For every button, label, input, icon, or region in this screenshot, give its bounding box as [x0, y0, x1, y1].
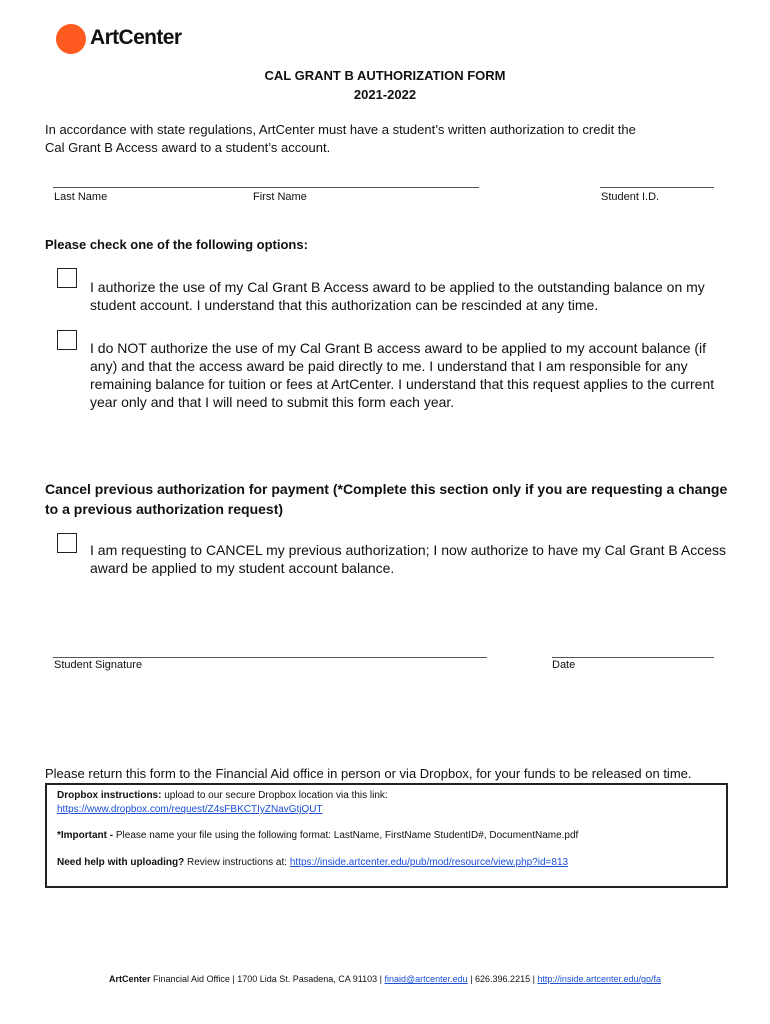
help-link[interactable]: https://inside.artcenter.edu/pub/mod/resource/view.php?id=813	[289, 857, 569, 868]
help-label: Need help with uploading?	[57, 857, 185, 868]
dropbox-text: upload to our secure Dropbox location via this link:	[161, 790, 388, 801]
signature-label: Student Signature	[54, 659, 143, 671]
form-year: 2021-2022	[353, 87, 417, 102]
important-label: *Important -	[57, 830, 114, 841]
footer-address: Financial Aid Office | 1700 Lida St. Pasadena, CA 91103 |	[150, 974, 385, 984]
dropbox-instructions	[57, 789, 388, 803]
authorize-checkbox[interactable]	[57, 268, 77, 288]
logo-icon	[56, 24, 86, 54]
important-note	[57, 829, 578, 843]
name-line[interactable]	[53, 187, 479, 188]
footer-brand: ArtCenter	[108, 974, 151, 984]
dropbox-label: Dropbox instructions:	[57, 790, 162, 801]
not-authorize-option-text: I do NOT authorize the use of my Cal Grant B access award to be applied to my account balance (if any) and that the access award be paid directly to me. I understand that I am responsible for any remaining balance for tuition or fees at ArtCenter. I understand that this request applies to the current year only and that I will need to submit this form each year.	[90, 340, 715, 410]
first-name-label: First Name	[253, 191, 307, 203]
intro-line-2: Cal Grant B Access award to a student’s account.	[45, 140, 331, 155]
student-id-line[interactable]	[600, 187, 714, 188]
date-line[interactable]	[552, 657, 714, 658]
cancel-checkbox[interactable]	[57, 533, 77, 553]
dropbox-link[interactable]: https://www.dropbox.com/request/Z4sFBKCTIyZNavGtjQUT	[57, 804, 323, 815]
student-id-label: Student I.D.	[601, 191, 660, 203]
logo-text: ArtCenter	[90, 26, 182, 49]
not-authorize-checkbox[interactable]	[57, 330, 77, 350]
cancel-heading: Cancel previous authorization for payment (*Complete this section only if you are requesting a change to a previous authorization request)	[45, 481, 728, 517]
dropbox-box	[45, 783, 728, 888]
options-heading: Please check one of the following options:	[45, 237, 308, 252]
footer-email-link[interactable]: finaid@artcenter.edu	[384, 974, 468, 984]
help-text: Review instructions at:	[184, 857, 290, 868]
help-note	[57, 856, 568, 870]
footer-url-link[interactable]: http://inside.artcenter.edu/go/fa	[537, 974, 662, 984]
return-instructions: Please return this form to the Financial Aid office in person or via Dropbox, for your funds to be released on time.	[45, 766, 692, 781]
form-title: CAL GRANT B AUTHORIZATION FORM	[264, 68, 506, 83]
important-text: Please name your file using the following format: LastName, FirstName StudentID#, DocumentName.pdf	[113, 830, 579, 841]
signature-line[interactable]	[53, 657, 487, 658]
footer	[0, 974, 770, 984]
authorize-option-text: I authorize the use of my Cal Grant B Access award to be applied to the outstanding balance on my student account. I understand that this authorization can be rescinded at any time.	[90, 279, 705, 313]
last-name-label: Last Name	[54, 191, 108, 203]
footer-phone: | 626.396.2215 |	[467, 974, 538, 984]
intro-text	[45, 121, 685, 157]
intro-line-1: In accordance with state regulations, ArtCenter must have a student’s written authorization to credit the	[45, 122, 636, 137]
cancel-option-text: I am requesting to CANCEL my previous authorization; I now authorize to have my Cal Grant B Access award be applied to my student account balance.	[90, 542, 726, 576]
date-label: Date	[552, 659, 576, 671]
